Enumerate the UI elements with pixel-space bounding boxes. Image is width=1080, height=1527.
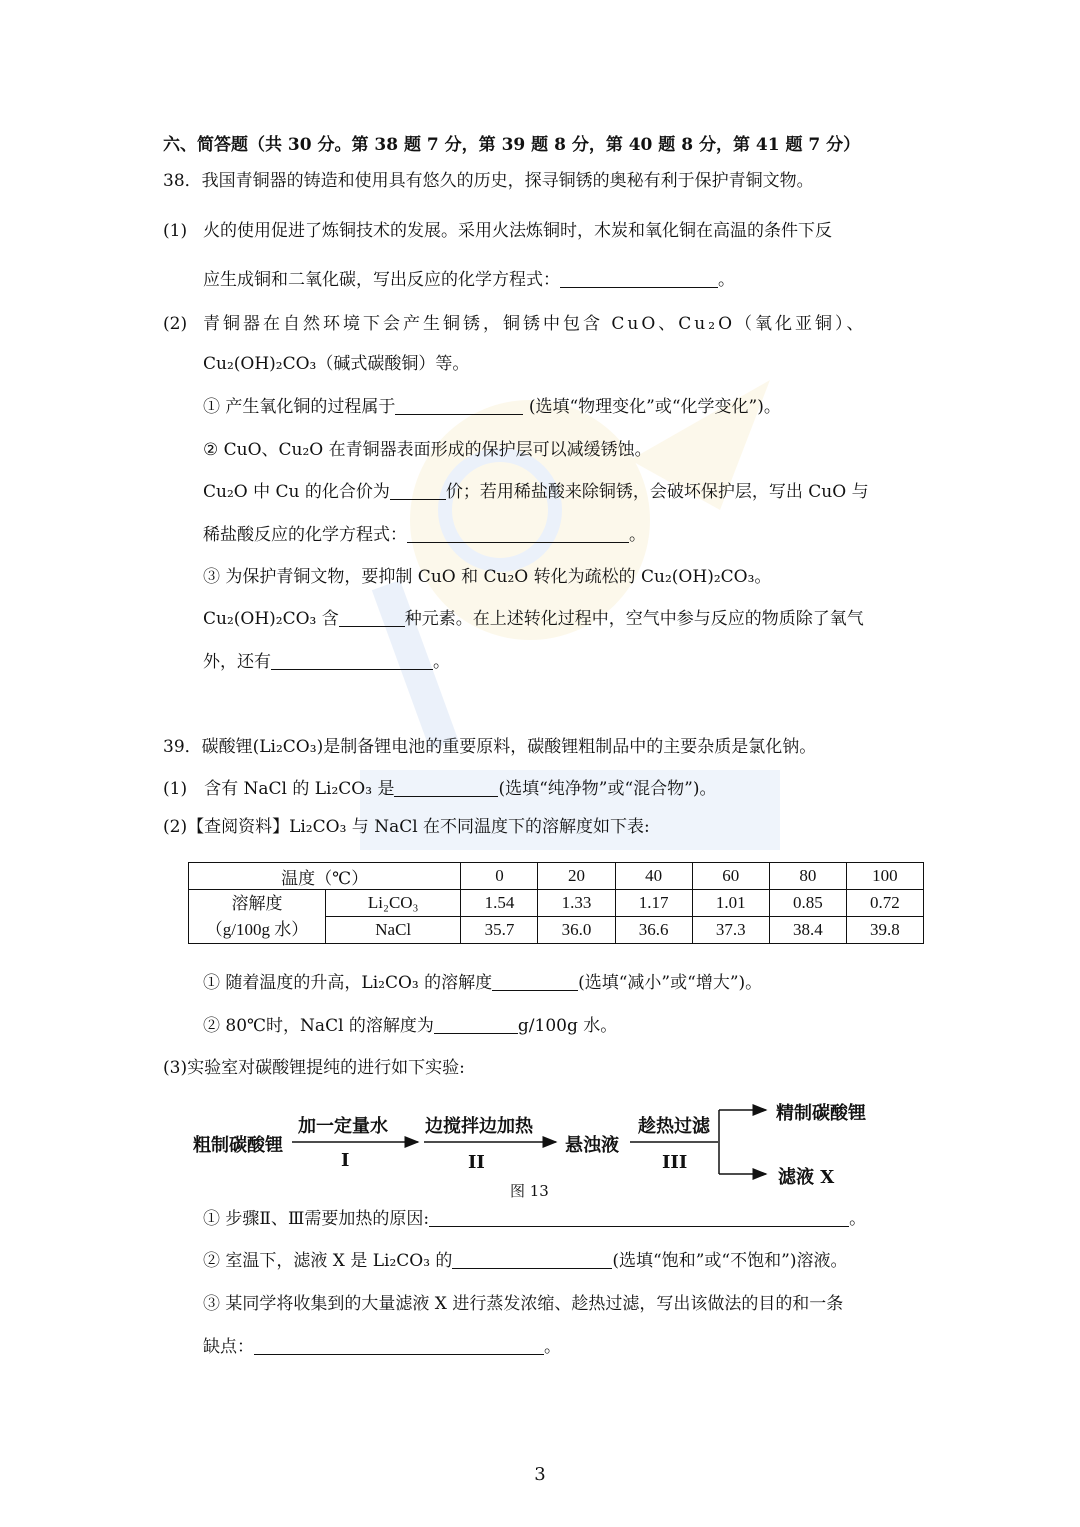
- q38-part2-line2: Cu₂(OH)₂CO₃（碱式碳酸铜）等。: [203, 354, 470, 374]
- table-cell: 1.54: [461, 890, 538, 917]
- q38-item2: ② CuO、Cu₂O 在青铜器表面形成的保护层可以减缓锈蚀。: [203, 440, 652, 460]
- section-header: 六、简答题（共 30 分。第 38 题 7 分，第 39 题 8 分，第 40 题 8 分，第 41 题 7 分）: [163, 135, 861, 155]
- q38-item3-line2: [203, 608, 864, 630]
- q39-part1-hint: (选填“纯净物”或“混合物”)。: [498, 779, 717, 799]
- q38-valence-text-2: 价；若用稀盐酸来除铜锈，会破坏保护层，写出 CuO 与: [445, 482, 869, 502]
- period: 。: [849, 1209, 867, 1229]
- period: 。: [433, 652, 450, 672]
- table-cell: 0.72: [846, 890, 923, 917]
- table-cell: 36.0: [538, 917, 615, 944]
- q39-trend-hint: (选填“减小”或“增大”)。: [578, 973, 763, 993]
- q38-equation-blank[interactable]: [560, 271, 718, 288]
- temp-cell: 0: [461, 863, 538, 890]
- solubility-table: [188, 862, 924, 944]
- q38-stem: 38．我国青铜器的铸造和使用具有悠久的历史，探寻铜锈的奥秘有利于保护青铜文物。: [163, 171, 814, 191]
- q38-part2-line1: 青铜器在自然环境下会产生铜锈，铜锈中包含 CuO、Cu₂O（氧化亚铜）、: [203, 314, 867, 334]
- temp-cell: 40: [615, 863, 692, 890]
- temp-cell: 100: [846, 863, 923, 890]
- q39-flow-q3: ③ 某同学将收集到的大量滤液 X 进行蒸发浓缩、趁热过滤，写出该做法的目的和一条: [203, 1294, 844, 1314]
- flow-step2-number: II: [468, 1152, 485, 1173]
- period: 。: [544, 1337, 561, 1357]
- q38-hcl-equation-blank[interactable]: [407, 526, 629, 543]
- q39-flow-q1: [203, 1208, 866, 1230]
- q38-part1-line2: [203, 269, 735, 291]
- temp-cell: 60: [692, 863, 769, 890]
- row-name-nacl: NaCl: [326, 917, 461, 944]
- q38-item1-text: ① 产生氧化铜的过程属于: [203, 397, 396, 417]
- q39-heating-reason-blank[interactable]: [429, 1210, 849, 1227]
- q39-nacl-unit: g/100g 水。: [517, 1016, 618, 1036]
- q39-saturation-hint: (选填“饱和”或“不饱和”)溶液。: [612, 1251, 848, 1271]
- page-number: 3: [534, 1464, 546, 1485]
- flow-step1-label: 加一定量水: [298, 1116, 388, 1137]
- q39-flow-q2: [203, 1250, 847, 1272]
- q38-valence-text: Cu₂O 中 Cu 的化合价为: [203, 482, 390, 502]
- table-cell: 0.85: [769, 890, 846, 917]
- figure-caption: 图 13: [510, 1182, 549, 1200]
- flow-step2-label: 边搅拌边加热: [425, 1116, 533, 1137]
- flow-mid: 悬浊液: [565, 1135, 619, 1156]
- period: 。: [718, 270, 735, 290]
- q38-elements-blank[interactable]: [339, 610, 405, 627]
- solubility-label-2: （g/100g 水）: [205, 919, 309, 939]
- table-cell: 1.17: [615, 890, 692, 917]
- q38-item1-hint: (选填“物理变化”或“化学变化”)。: [528, 397, 781, 417]
- q39-heating-text: ① 步骤Ⅱ、Ⅲ需要加热的原因:: [203, 1209, 430, 1229]
- solubility-label-1: 溶解度: [231, 893, 283, 913]
- q39-table-q2: [203, 1015, 617, 1037]
- flow-start: 粗制碳酸锂: [193, 1135, 283, 1156]
- q38-item1: [203, 396, 781, 418]
- q38-elements-text: Cu₂(OH)₂CO₃ 含: [203, 609, 339, 629]
- q38-elements-text-2: 种元素。在上述转化过程中，空气中参与反应的物质除了氧气: [404, 609, 864, 629]
- q38-item2-line2: [203, 481, 869, 503]
- q38-item2-line3: [203, 524, 646, 546]
- q39-part3: (3)实验室对碳酸锂提纯的进行如下实验:: [163, 1058, 465, 1078]
- q39-part1: [163, 778, 716, 800]
- q39-part2: (2)【查阅资料】Li₂CO₃ 与 NaCl 在不同温度下的溶解度如下表:: [163, 817, 650, 837]
- table-cell: 35.7: [461, 917, 538, 944]
- temp-header: 温度（℃）: [189, 863, 461, 890]
- q38-part1-line1: 火的使用促进了炼铜技术的发展。采用火法炼铜时，木炭和氧化铜在高温的条件下反: [203, 221, 832, 241]
- q38-valence-blank[interactable]: [390, 483, 446, 500]
- q39-saturation-text: ② 室温下，滤液 X 是 Li₂CO₃ 的: [203, 1251, 453, 1271]
- q39-nacl-text: ② 80℃时，NaCl 的溶解度为: [203, 1016, 434, 1036]
- period: 。: [629, 525, 646, 545]
- q38-change-type-blank[interactable]: [395, 398, 523, 415]
- table-cell: 36.6: [615, 917, 692, 944]
- table-cell: 38.4: [769, 917, 846, 944]
- flow-step3-number: III: [662, 1152, 688, 1173]
- q38-part2-number: (2): [163, 314, 188, 334]
- table-row: [189, 890, 924, 917]
- q39-purity-blank[interactable]: [394, 780, 498, 797]
- q38-item3-line3: [203, 651, 450, 673]
- q38-air-substance-blank[interactable]: [271, 653, 433, 670]
- flow-output-1: 精制碳酸锂: [776, 1103, 866, 1124]
- table-cell: 37.3: [692, 917, 769, 944]
- q39-flow-q3-line2: [203, 1336, 561, 1358]
- q38-item3: ③ 为保护青铜文物，要抑制 CuO 和 Cu₂O 转化为疏松的 Cu₂(OH)₂CO₃。: [203, 567, 772, 587]
- q39-table-q1: [203, 972, 762, 994]
- q39-saturation-blank[interactable]: [452, 1252, 612, 1269]
- temp-cell: 80: [769, 863, 846, 890]
- temp-cell: 20: [538, 863, 615, 890]
- row-name-li2co3: Li₂CO₃: [326, 890, 461, 917]
- table-cell: 1.01: [692, 890, 769, 917]
- q38-part1-number: (1): [163, 221, 188, 241]
- q38-hcl-text: 稀盐酸反应的化学方程式：: [203, 525, 407, 545]
- flow-step3-label: 趁热过滤: [638, 1116, 710, 1137]
- table-cell: 1.33: [538, 890, 615, 917]
- q39-nacl-blank[interactable]: [434, 1017, 518, 1034]
- table-row: [189, 863, 924, 890]
- table-cell: 39.8: [846, 917, 923, 944]
- q39-drawback-text: 缺点：: [203, 1337, 254, 1357]
- solubility-label: [189, 890, 326, 944]
- flow-output-2: 滤液 X: [778, 1167, 835, 1188]
- q39-stem: 39．碳酸锂(Li₂CO₃)是制备锂电池的重要原料，碳酸锂粗制品中的主要杂质是氯化钠。: [163, 737, 817, 757]
- q39-drawback-blank[interactable]: [254, 1338, 544, 1355]
- q38-air-text: 外，还有: [203, 652, 271, 672]
- q38-part1-text: 应生成铜和二氧化碳，写出反应的化学方程式：: [203, 270, 560, 290]
- flow-step1-number: I: [341, 1150, 350, 1171]
- q39-part1-text: (1) 含有 NaCl 的 Li₂CO₃ 是: [163, 779, 395, 799]
- q39-trend-blank[interactable]: [492, 974, 578, 991]
- q39-trend-text: ① 随着温度的升高，Li₂CO₃ 的溶解度: [203, 973, 493, 993]
